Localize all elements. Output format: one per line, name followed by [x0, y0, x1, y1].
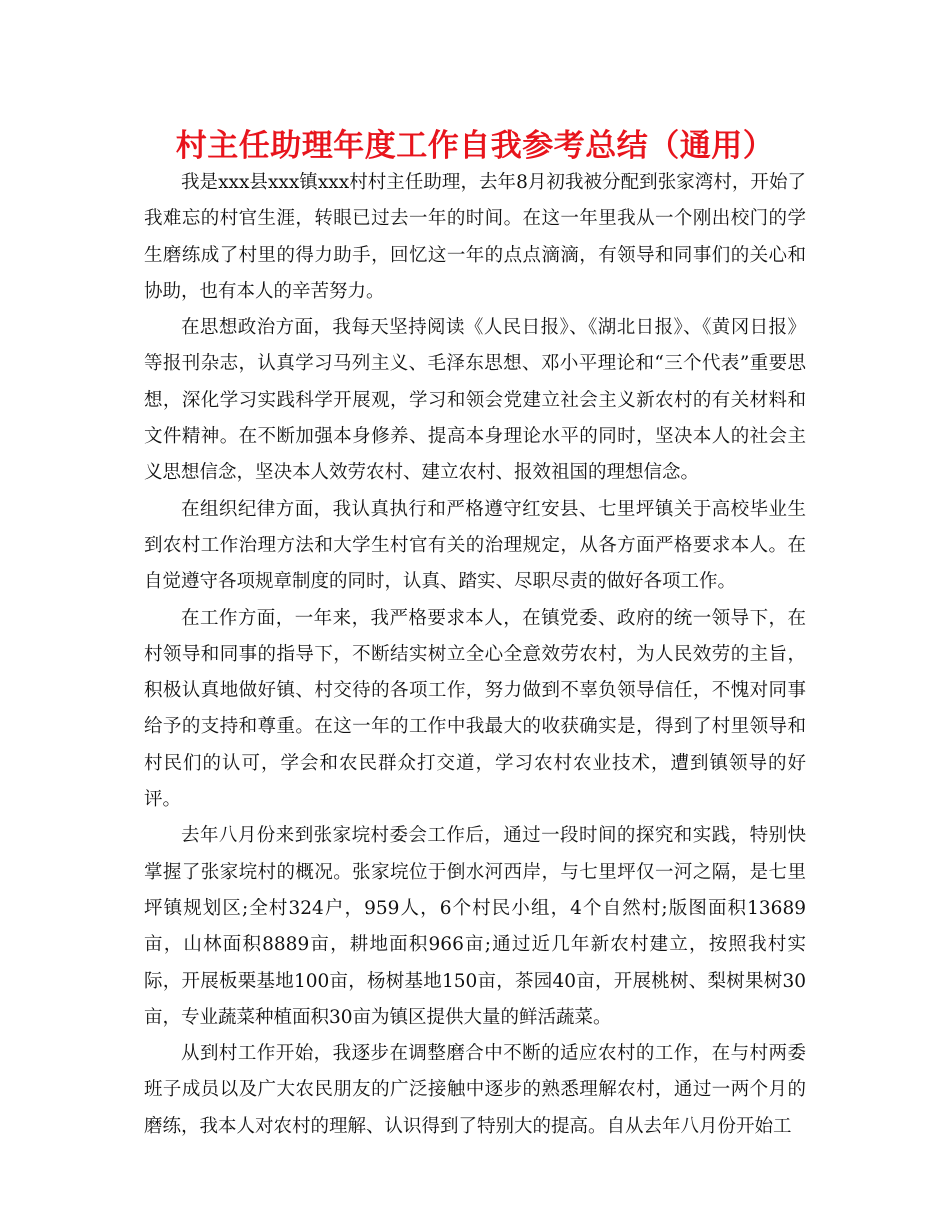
paragraph-village-overview: 去年八月份来到张家垸村委会工作后，通过一段时间的探究和实践，特别快掌握了张家垸村的概况。张家垸位于倒水河西岸，与七里坪仅一河之隔，是七里坪镇规划区;全村324户，959人，6个村民小组，4个自然村;版图面积13689亩，山林面积8889亩，耕地面积966亩;通过近几年新农村建立，按照我村实际，开展板栗基地100亩，杨树基地150亩，茶园40亩，开展桃树、梨树果树30亩，专业蔬菜种植面积30亩为镇区提供大量的鲜活蔬菜。	[144, 825, 806, 1028]
paragraph-intro: 我是xxx县xxx镇xxx村村主任助理，去年8月初我被分配到张家湾村，开始了我难忘的村官生涯，转眼已过去一年的时间。在这一年里我从一个刚出校门的学生磨练成了村里的得力助手，回忆这一年的点点滴滴，有领导和同事们的关心和协助，也有本人的辛苦努力。	[144, 172, 806, 302]
document-title: 村主任助理年度工作自我参考总结（通用）	[175, 128, 775, 164]
document-body	[144, 165, 806, 1145]
paragraph-discipline: 在组织纪律方面，我认真执行和严格遵守红安县、七里坪镇关于高校毕业生到农村工作治理方法和大学生村官有关的治理规定，从各方面严格要求本人。在自觉遵守各项规章制度的同时，认真、踏实、尽职尽责的做好各项工作。	[144, 498, 806, 593]
paragraph-political: 在思想政治方面，我每天坚持阅读《人民日报》、《湖北日报》、《黄冈日报》等报刊杂志，认真学习马列主义、毛泽东思想、邓小平理论和“三个代表”重要思想，深化学习实践科学开展观，学习和领会党建立社会主义新农村的有关材料和文件精神。在不断加强本身修养、提高本身理论水平的同时，坚决本人的社会主义思想信念，坚决本人效劳农村、建立农村、报效祖国的理想信念。	[144, 317, 806, 484]
paragraph-adaptation: 从到村工作开始，我逐步在调整磨合中不断的适应农村的工作，在与村两委班子成员以及广大农民朋友的广泛接触中逐步的熟悉理解农村，通过一两个月的磨练，我本人对农村的理解、认识得到了特别大的提高。自从去年八月份开始工	[144, 1043, 806, 1137]
paragraph-work: 在工作方面，一年来，我严格要求本人，在镇党委、政府的统一领导下，在村领导和同事的指导下，不断结实树立全心全意效劳农村，为人民效劳的主旨，积极认真地做好镇、村交待的各项工作，努力做到不辜负领导信任，不愧对同事给予的支持和尊重。在这一年的工作中我最大的收获确实是，得到了村里领导和村民们的认可，学会和农民群众打交道，学习农村农业技术，遭到镇领导的好评。	[144, 607, 806, 811]
